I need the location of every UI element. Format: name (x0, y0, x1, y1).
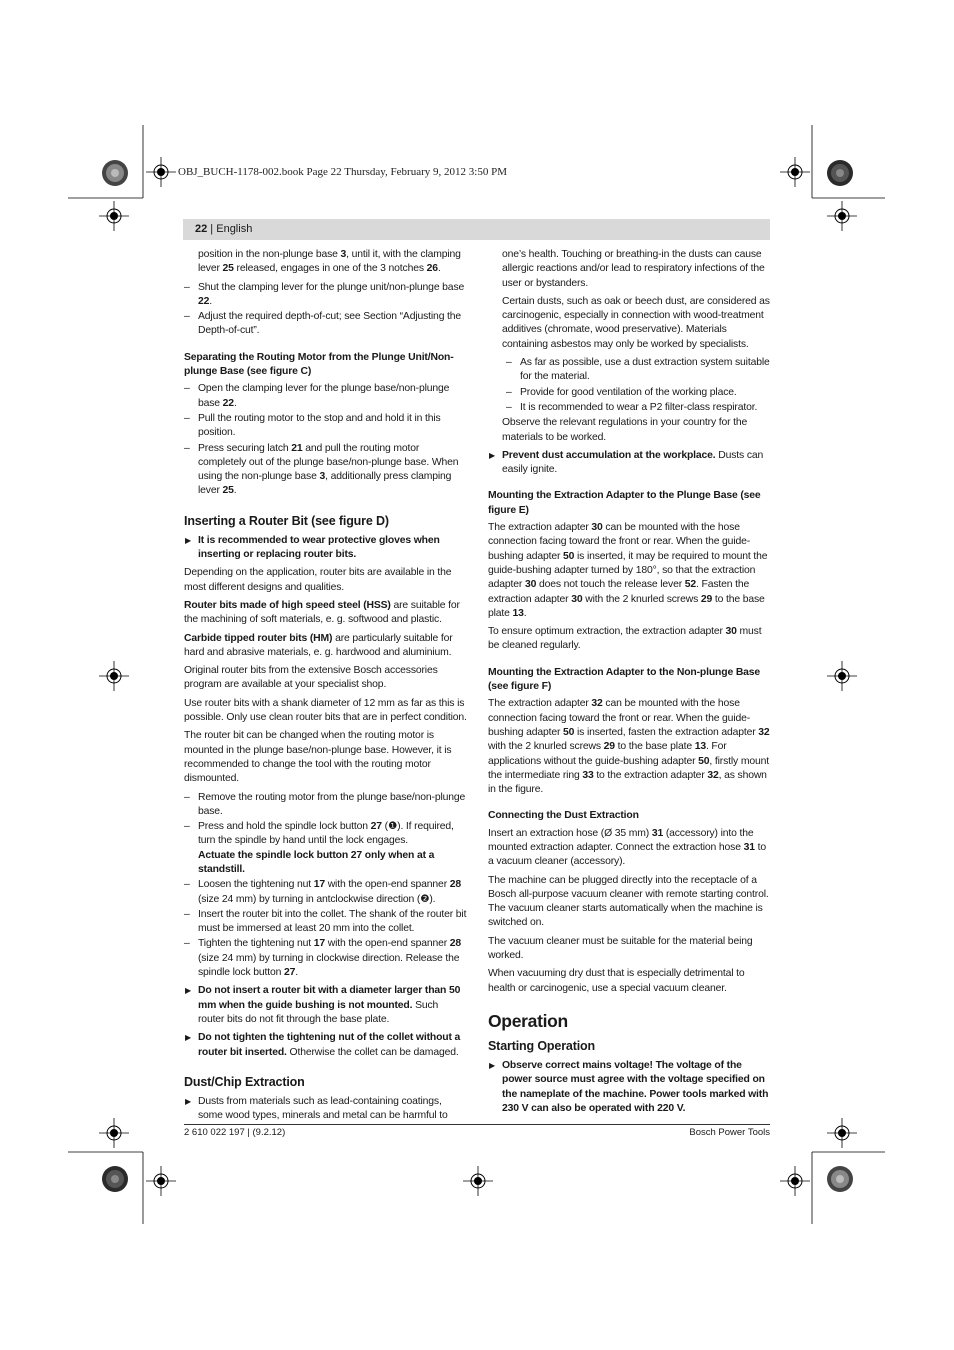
header-separator: | (207, 223, 217, 235)
paragraph: The extraction adapter 32 can be mounted with the hose connection facing toward the front or rear. When the guide-bushing adapter 50 is inserted, fasten the extraction adapter 32 with the 2 knurled screws 29 to the base plate 13. For applications without the guide-bushing adapter 50, firstly mount the intermediate ring 33 to the extraction adapter 32, as shown in the figure. (488, 698, 770, 796)
color-wheel-bottom-left (100, 1164, 130, 1194)
paragraph: Router bits made of high speed steel (HSS) are suitable for the machining of soft materials, e. g. softwood and plastic. (184, 599, 460, 626)
section-subheading-connecting: Connecting the Dust Extraction (488, 810, 639, 822)
paragraph: The extraction adapter 30 can be mounted with the hose connection facing toward the front or rear. When the guide-bushing adapter 50 is inserted, it may be required to mount the guide-bushing adapter turned by 180°, so that the extraction adapter 30 does not touch the release lever 52. Fasten the extraction adapter 30 with the 2 knurled screws 29 to the base plate 13. (488, 522, 768, 619)
warning-item: ▶ It is recommended to wear protective gloves when inserting or replacing router bits. (184, 534, 467, 563)
paragraph: Use router bits with a shank diameter of 12 mm as far as this is possible. Only use clean router bits that are in perfect condition. (184, 697, 467, 724)
paragraph: Certain dusts, such as oak or beech dust, are considered as carcinogenic, especially in connection with wood-treatment additives (chromate, wood preservative). Materials containing asbestos may only be worked by specialists. (502, 295, 770, 350)
list-item: – Press securing latch 21 and pull the routing motor completely out of the plunge base/non-plunge base. When using the non-plunge base 3, additionally press clamping lever 25. (184, 442, 467, 499)
paragraph: The machine can be plugged directly into the receptacle of a Bosch all-purpose vacuum cleaner with remote starting control. The vacuum cleaner starts automatically when the machine is switched on. (488, 874, 769, 929)
paragraph: Observe the relevant regulations in your country for the materials to be worked. (502, 417, 748, 443)
list-item: – Pull the routing motor to the stop and and hold it in this position. (184, 412, 467, 441)
color-wheel-bottom-right (825, 1164, 855, 1194)
paragraph: Carbide tipped router bits (HM) are particularly suitable for hard and abrasive materials, e. g. hardwood and aluminium. (184, 632, 453, 658)
warning-item: ▶ Do not tighten the tightening nut of the collet without a router bit inserted. Otherwise the collet can be damaged. (184, 1031, 467, 1060)
left-column (184, 248, 467, 1127)
registration-target-left-lower (99, 1118, 129, 1148)
paragraph: Original router bits from the extensive Bosch accessories program are available at your specialist shop. (184, 665, 438, 691)
warning-item: ▶ Do not insert a router bit with a diameter larger than 50 mm when the guide bushing is not mounted. Such router bits do not fit through the base plate. (184, 984, 467, 1027)
section-heading-starting-operation: Starting Operation (488, 1038, 596, 1053)
warning-item: ▶ Prevent dust accumulation at the workplace. Dusts can easily ignite. (488, 449, 771, 478)
list-item: – Shut the clamping lever for the plunge unit/non-plunge base 22. (184, 281, 467, 310)
registration-target-top-left (146, 157, 176, 187)
page-header (183, 219, 770, 240)
right-column (488, 248, 771, 1120)
registration-target-bottom-center (463, 1166, 493, 1196)
paragraph: Depending on the application, router bits are available in the most different designs and qualities. (184, 567, 452, 593)
section-heading-dust-extraction: Dust/Chip Extraction (184, 1074, 305, 1089)
page-footer (184, 1124, 770, 1138)
registration-target-top-right (780, 157, 810, 187)
list-item: – Loosen the tightening nut 17 with the open-end spanner 28 (size 24 mm) by turning in antclockwise direction (❷). (184, 878, 467, 907)
registration-target-right-upper (827, 201, 857, 231)
paragraph: When vacuuming dry dust that is especially detrimental to health or carcinogenic, use a special vacuum cleaner. (488, 968, 745, 994)
color-wheel-top-right (825, 158, 855, 188)
list-item: – Provide for good ventilation of the working place. (506, 386, 771, 400)
paragraph: The router bit can be changed when the routing motor is mounted in the plunge base/non-plunge base. However, it is recommended to change the tool with the routing motor dismounted. (184, 730, 452, 785)
paragraph: Insert an extraction hose (Ø 35 mm) 31 (accessory) into the mounted extraction adapter. Connect the extraction hose 31 to a vacuum cleaner (accessory). (488, 827, 766, 868)
section-subheading-mount-non-plunge: Mounting the Extraction Adapter to the Non-plunge Base (see figure F) (488, 666, 761, 693)
warning-item: ▶ Dusts from materials such as lead-containing coatings, some wood types, minerals and metal can be harmful to (184, 1095, 467, 1124)
section-subheading-mount-plunge: Mounting the Extraction Adapter to the Plunge Base (see figure E) (488, 490, 761, 516)
section-subheading-separating: Separating the Routing Motor from the Plunge Unit/Non-plunge Base (see figure C) (184, 351, 454, 378)
paragraph: To ensure optimum extraction, the extraction adapter 30 must be cleaned regularly. (488, 626, 762, 652)
footer-doc-number: 2 610 022 197 | (9.2.12) (184, 1127, 286, 1138)
list-item: – Press and hold the spindle lock button 27 (❶). If required, turn the spindle by hand until the lock engages. Actuate the spindle lock button 27 only when at a standstill. (184, 820, 467, 877)
list-item: – Adjust the required depth-of-cut; see Section “Adjusting the Depth-of-cut”. (184, 310, 467, 339)
paragraph: one’s health. Touching or breathing-in the dusts can cause allergic reactions and/or lead to respiratory infections of the user or bystanders. (502, 249, 765, 289)
print-header: OBJ_BUCH-1178-002.book Page 22 Thursday, February 9, 2012 3:50 PM (178, 166, 507, 178)
registration-target-left-upper (99, 201, 129, 231)
list-item: – Remove the routing motor from the plunge base/non-plunge base. (184, 791, 467, 820)
registration-target-bottom-left (146, 1166, 176, 1196)
registration-target-left-middle (99, 661, 129, 691)
paragraph: The vacuum cleaner must be suitable for the material being worked. (488, 935, 753, 962)
registration-target-right-middle (827, 661, 857, 691)
warning-item: ▶ Observe correct mains voltage! The voltage of the power source must agree with the voltage specified on the nameplate of the machine. Power tools marked with 230 V can also be operated with 220 V. (488, 1059, 771, 1116)
registration-target-bottom-right (780, 1166, 810, 1196)
list-item: – Insert the router bit into the collet. The shank of the router bit must be immersed at least 20 mm into the collet. (184, 908, 467, 937)
header-language: English (216, 223, 253, 235)
page-number: 22 (195, 223, 208, 235)
list-item: – Tighten the tightening nut 17 with the open-end spanner 28 (size 24 mm) by turning in clockwise direction. Release the spindle lock button 27. (184, 937, 467, 980)
footer-brand: Bosch Power Tools (689, 1127, 770, 1138)
list-item: – It is recommended to wear a P2 filter-class respirator. (506, 401, 771, 415)
list-item: – Open the clamping lever for the plunge base/non-plunge base 22. (184, 382, 467, 411)
color-wheel-top-left (100, 158, 130, 188)
section-heading-operation: Operation (488, 1010, 568, 1031)
registration-target-right-lower (827, 1118, 857, 1148)
paragraph-intro: position in the non-plunge base 3, until it, with the clamping lever 25 released, engages in one of the 3 notches 26. (198, 249, 461, 275)
section-heading-inserting-router-bit: Inserting a Router Bit (see figure D) (184, 513, 389, 528)
list-item: – As far as possible, use a dust extraction system suitable for the material. (506, 356, 771, 385)
